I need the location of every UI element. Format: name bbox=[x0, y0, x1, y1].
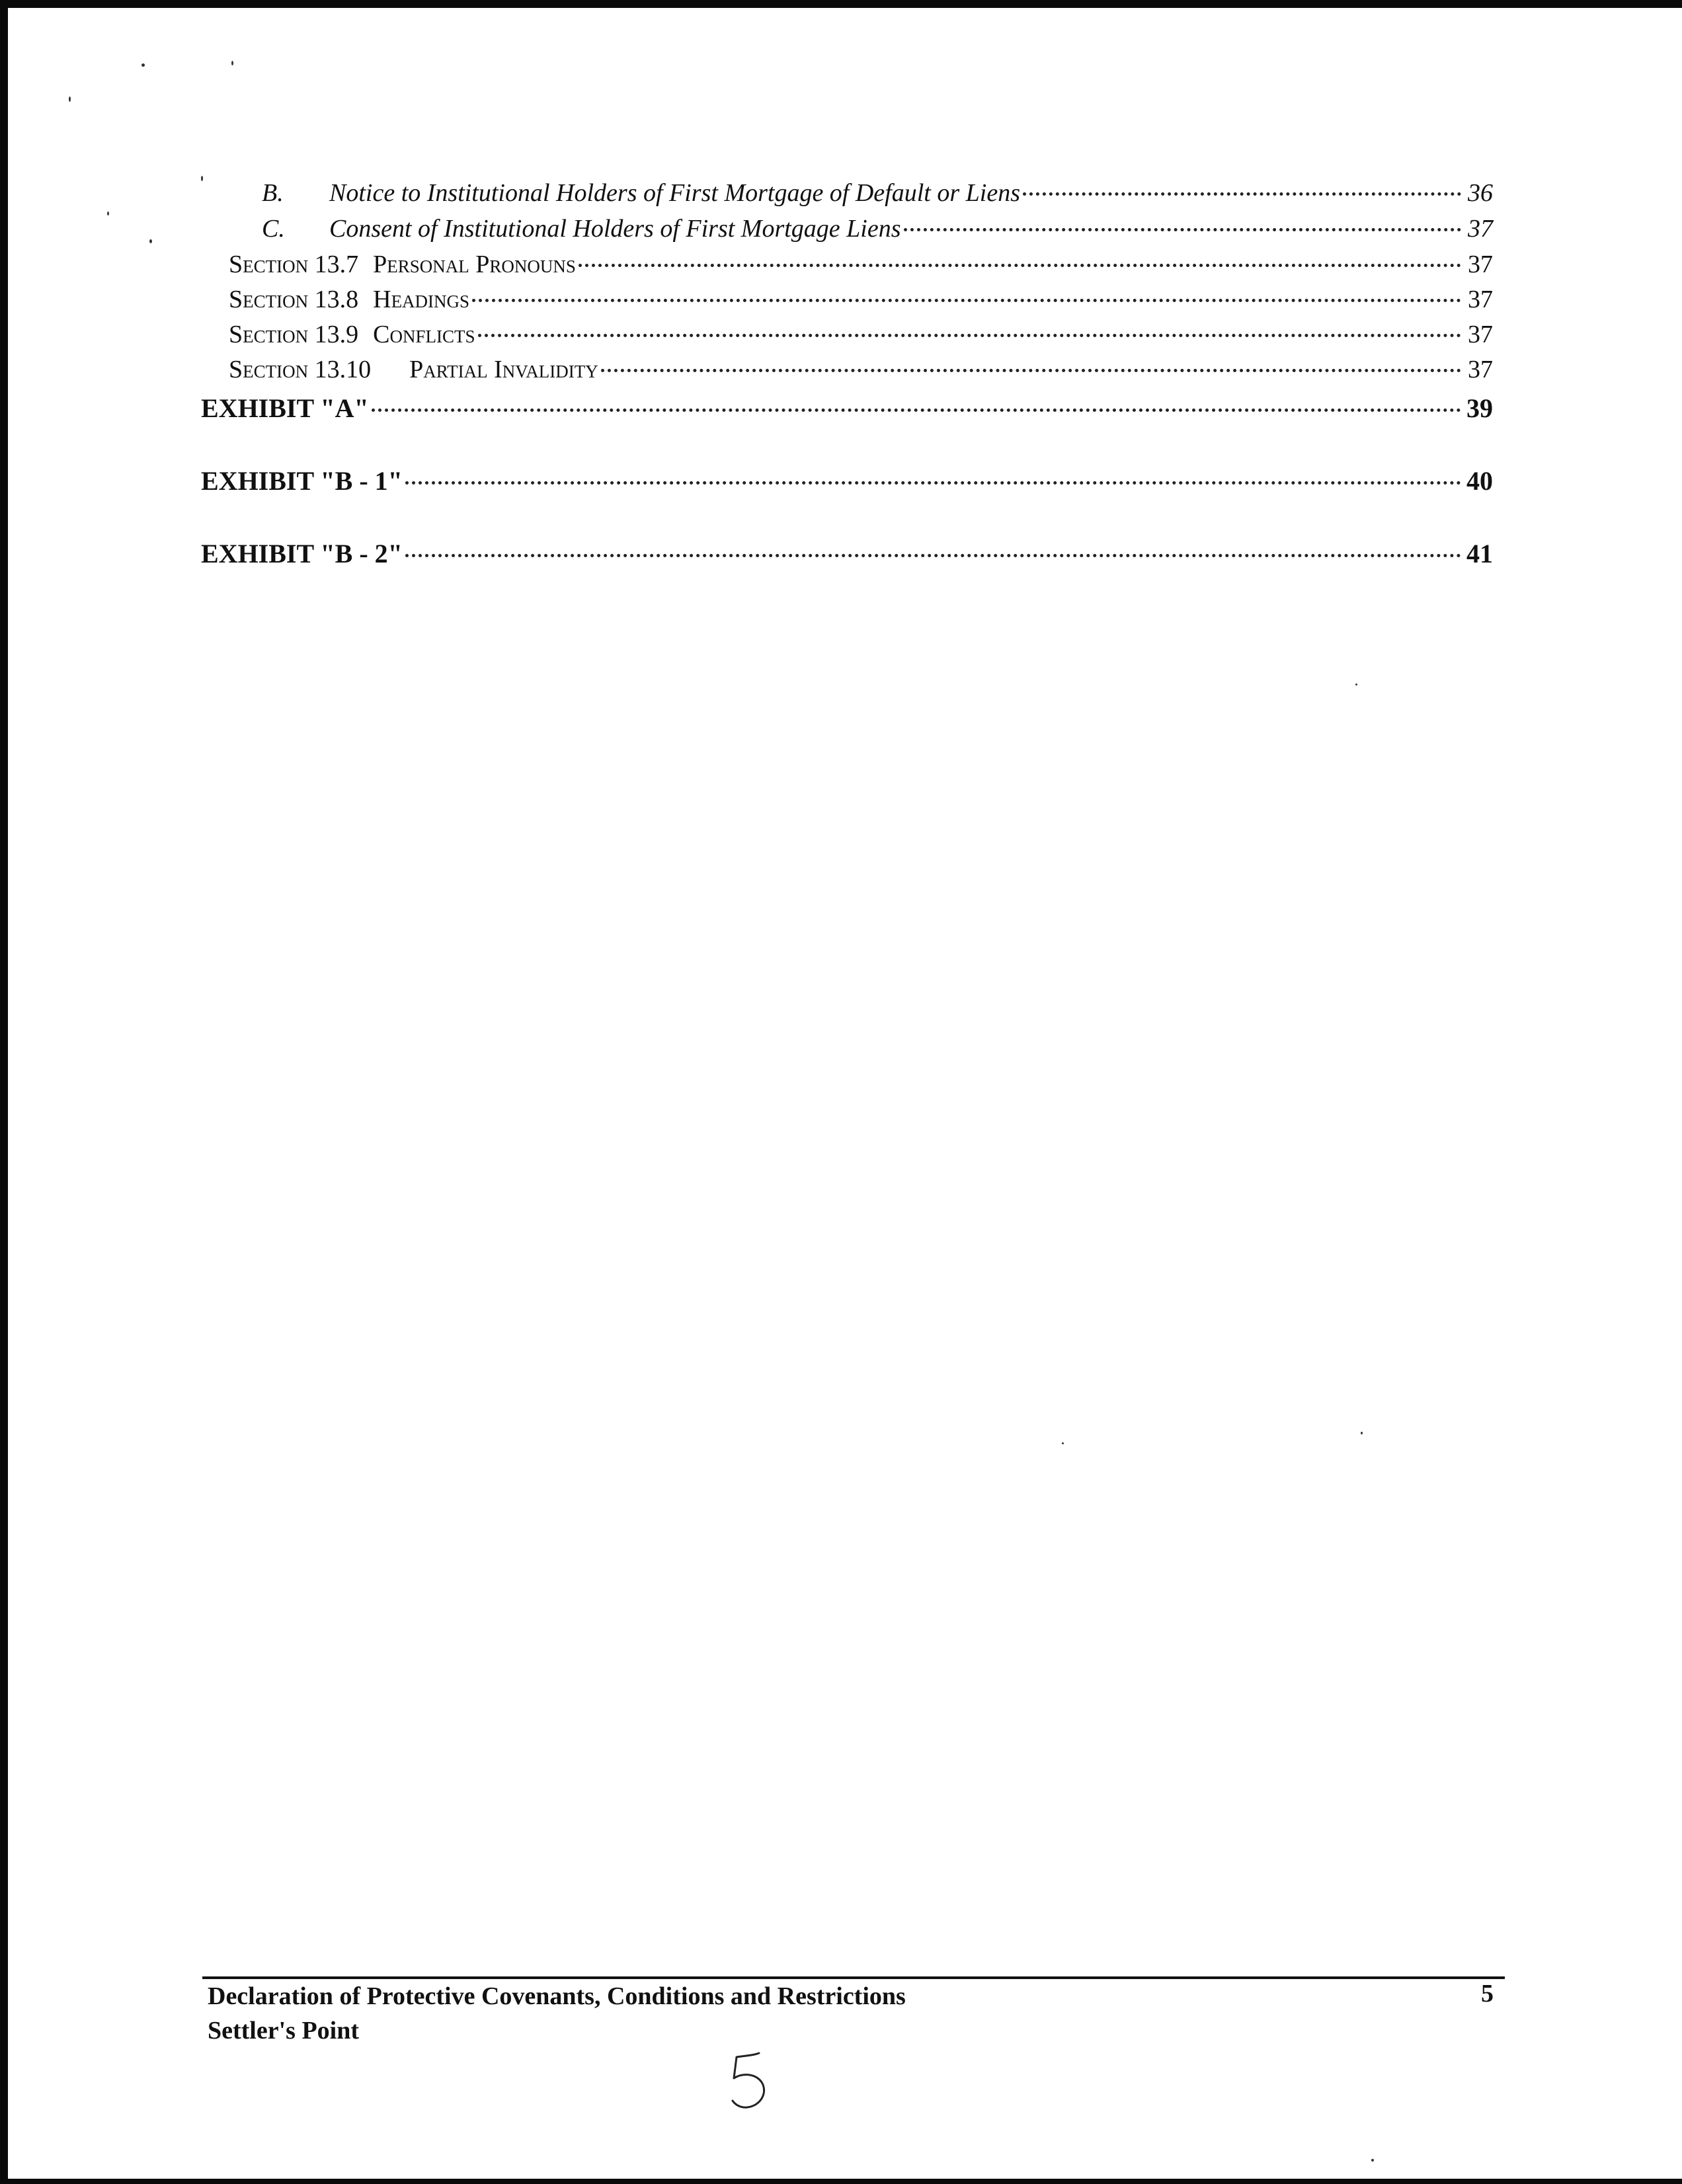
dot-leader bbox=[904, 228, 1461, 231]
scan-speck bbox=[141, 63, 145, 67]
toc-section-label: Section bbox=[229, 321, 309, 348]
dot-leader bbox=[472, 299, 1461, 302]
toc-page-number: 40 bbox=[1466, 466, 1493, 496]
toc-section-title: Personal Pronouns bbox=[373, 251, 576, 278]
toc-subsection-row bbox=[198, 214, 1493, 250]
toc-exhibit-title: EXHIBIT "B - 2" bbox=[201, 539, 403, 568]
toc-section-title: Conflicts bbox=[373, 321, 475, 348]
toc-page-number: 37 bbox=[1468, 215, 1493, 243]
toc-section-label: Section bbox=[229, 286, 309, 313]
dot-leader bbox=[1023, 192, 1461, 196]
scan-speck bbox=[107, 212, 109, 215]
toc-exhibit-row bbox=[198, 465, 1493, 538]
toc-section-label: Section bbox=[229, 356, 309, 383]
toc-section-row bbox=[198, 355, 1493, 390]
toc-section-number: 13.8 bbox=[314, 286, 359, 313]
toc-page-number: 36 bbox=[1468, 179, 1493, 207]
scan-speck bbox=[231, 61, 233, 65]
toc-subsection-title: Consent of Institutional Holders of First Mortgage Liens bbox=[329, 215, 901, 243]
toc-page-number: 37 bbox=[1468, 321, 1493, 348]
toc-subsection-letter: C. bbox=[262, 215, 285, 243]
dot-leader bbox=[579, 264, 1461, 267]
toc-section-title: Partial Invalidity bbox=[409, 356, 598, 383]
dot-leader bbox=[405, 481, 1461, 485]
toc-section-label: Section bbox=[229, 251, 309, 278]
toc-page-number: 37 bbox=[1468, 286, 1493, 313]
toc-exhibit-title: EXHIBIT "A" bbox=[201, 393, 369, 423]
toc-subsection-letter: B. bbox=[262, 179, 284, 207]
scan-speck bbox=[69, 97, 71, 102]
toc-exhibit-row bbox=[198, 393, 1493, 465]
scan-speck bbox=[1371, 2159, 1374, 2162]
footer-rule bbox=[202, 1976, 1505, 1979]
scan-border-left bbox=[0, 0, 8, 2184]
toc-section-number: 13.7 bbox=[314, 251, 359, 278]
toc-exhibit-title: EXHIBIT "B - 1" bbox=[201, 466, 403, 496]
toc-section-row bbox=[198, 250, 1493, 285]
toc-page-number: 37 bbox=[1468, 251, 1493, 278]
handwritten-page-number bbox=[726, 2049, 774, 2113]
toc-page-number: 39 bbox=[1466, 393, 1493, 423]
toc-page-number: 37 bbox=[1468, 356, 1493, 383]
dot-leader bbox=[405, 554, 1461, 557]
toc-section-row bbox=[198, 285, 1493, 320]
toc-section-row bbox=[198, 320, 1493, 355]
dot-leader bbox=[372, 409, 1461, 412]
toc-exhibit-row bbox=[198, 538, 1493, 611]
dot-leader bbox=[478, 334, 1462, 337]
toc-subsection-row bbox=[198, 178, 1493, 214]
toc-subsection-title: Notice to Institutional Holders of First Mortgage of Default or Liens bbox=[329, 179, 1020, 207]
scan-speck bbox=[1355, 683, 1357, 685]
scan-speck bbox=[1062, 1442, 1064, 1444]
scan-border-top bbox=[0, 0, 1682, 8]
dot-leader bbox=[601, 369, 1461, 372]
toc-section-number: 13.9 bbox=[314, 321, 359, 348]
scan-border-bottom bbox=[0, 2179, 1682, 2184]
toc-section-number: 13.10 bbox=[314, 356, 372, 383]
footer-document-title: Declaration of Protective Covenants, Conditions and Restrictions bbox=[208, 1982, 906, 2010]
footer-page-number: 5 bbox=[1481, 1980, 1494, 2008]
toc-section-title: Headings bbox=[373, 286, 470, 313]
scan-speck bbox=[149, 239, 152, 243]
footer-project-name: Settler's Point bbox=[208, 2017, 360, 2045]
scan-speck bbox=[1361, 1432, 1363, 1434]
table-of-contents bbox=[198, 178, 1493, 611]
toc-page-number: 41 bbox=[1466, 539, 1493, 568]
